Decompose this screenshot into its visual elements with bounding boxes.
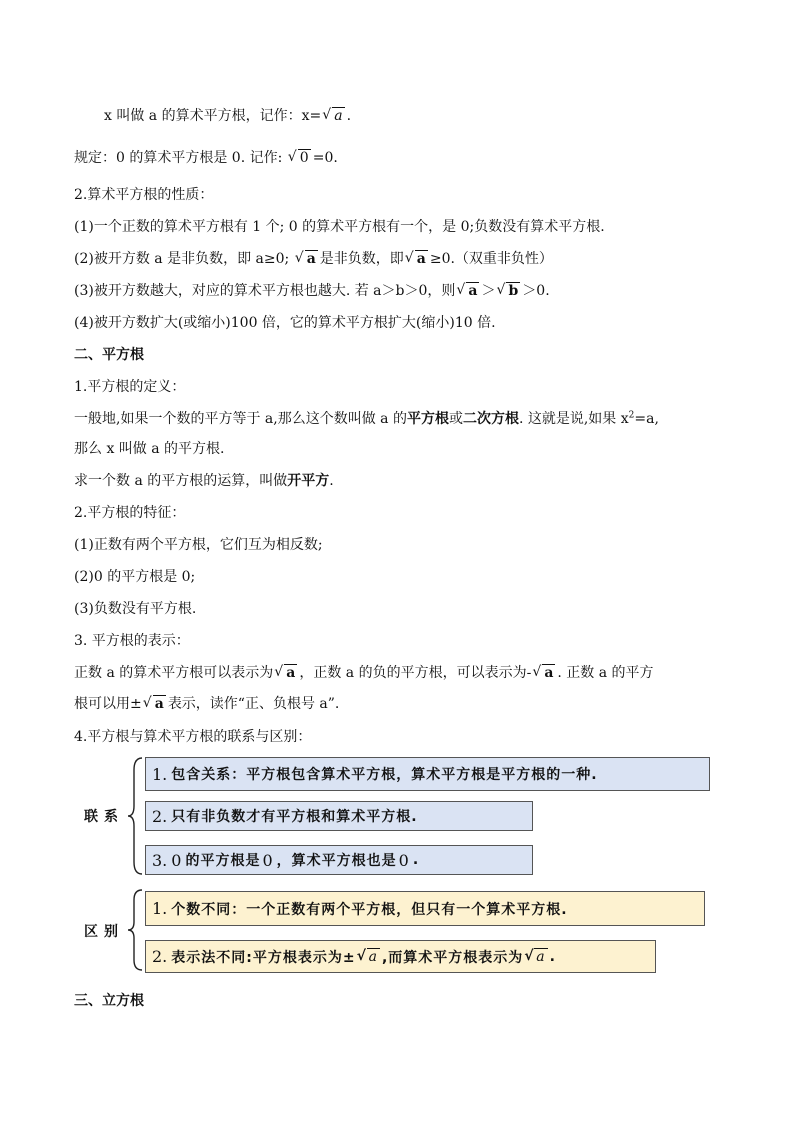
sqrt-symbol: √ a bbox=[275, 663, 297, 683]
sqrt-symbol: √ a bbox=[296, 249, 318, 269]
definition-line-2: 那么 x 叫做 a 的平方根. bbox=[74, 441, 225, 457]
feature-1: (1)正数有两个平方根，它们互为相反数; bbox=[74, 537, 323, 553]
brace-difference-icon bbox=[126, 888, 146, 972]
sqrt-symbol: √ a bbox=[323, 106, 344, 126]
section-heading-cube-root: 三、立方根 bbox=[74, 993, 144, 1009]
feature-3: (3)负数没有平方根. bbox=[74, 601, 197, 617]
representation-title: 3. 平方根的表示： bbox=[74, 633, 190, 649]
rule-line: 规定：0 的算术平方根是 0. 记作: √ 0 =0. bbox=[74, 148, 338, 168]
difference-item-2: 2. 表示法不同:平方根表示为± √ a ,而算术平方根表示为 √ a . bbox=[145, 940, 656, 973]
representation-line-2: 根可以用±√ a 表示，读作“正、负根号 a”. bbox=[74, 694, 339, 714]
sqrt-symbol: √ a bbox=[457, 281, 479, 301]
notation-line: x 叫做 a 的算术平方根，记作：x=√ a . bbox=[104, 106, 351, 126]
operation-line: 求一个数 a 的平方根的运算，叫做开平方. bbox=[74, 473, 334, 489]
section-heading-square-root: 二、平方根 bbox=[74, 347, 144, 363]
brace-relation-icon bbox=[126, 756, 146, 876]
relation-title: 4.平方根与算术平方根的联系与区别： bbox=[74, 729, 312, 745]
feature-2: (2)0 的平方根是 0; bbox=[74, 569, 196, 585]
sqrt-symbol: √ a bbox=[358, 949, 380, 965]
property-3: (3)被开方数越大，对应的算术平方根也越大. 若 a＞b＞0，则√ a ＞√ b ＞0. bbox=[74, 281, 550, 301]
sqrt-symbol: √ a bbox=[406, 249, 428, 269]
difference-item-1: 1. 个数不同：一个正数有两个平方根，但只有一个算术平方根. bbox=[145, 891, 705, 926]
property-2: (2)被开方数 a 是非负数，即 a≥0; √ a 是非负数，即√ a ≥0.（双重非负性） bbox=[74, 249, 553, 269]
group-label-relation: 联系 bbox=[84, 809, 124, 825]
properties-title: 2.算术平方根的性质： bbox=[74, 187, 214, 203]
relation-item-2: 2. 只有非负数才有平方根和算术平方根. bbox=[145, 801, 533, 831]
definition-line-1: 一般地,如果一个数的平方等于 a,那么这个数叫做 a 的平方根或二次方根. 这就是说,如果 $x^2=a$, bbox=[74, 410, 659, 427]
property-1: (1)一个正数的算术平方根有 1 个; 0 的算术平方根有一个，是 0;负数没有算术平方根. bbox=[74, 219, 605, 235]
definition-title: 1.平方根的定义： bbox=[74, 379, 186, 395]
relation-item-1: 1. 包含关系：平方根包含算术平方根，算术平方根是平方根的一种. bbox=[145, 757, 710, 791]
sqrt-symbol: √ 0 bbox=[289, 148, 311, 168]
features-title: 2.平方根的特征： bbox=[74, 505, 186, 521]
sqrt-symbol: √ a bbox=[144, 694, 166, 714]
group-label-difference: 区别 bbox=[84, 924, 124, 940]
representation-line-1: 正数 a 的算术平方根可以表示为√ a ，正数 a 的负的平方根，可以表示为-√ a . 正数 a 的平方 bbox=[74, 663, 654, 683]
sqrt-symbol: √ a bbox=[525, 949, 547, 965]
relation-item-3: 3. 0 的平方根是 0 ，算术平方根也是 0 . bbox=[145, 845, 533, 875]
property-4: (4)被开方数扩大(或缩小)100 倍，它的算术平方根扩大(缩小)10 倍. bbox=[74, 315, 496, 331]
sqrt-symbol: √ b bbox=[497, 281, 520, 301]
sqrt-symbol: √ a bbox=[533, 663, 555, 683]
